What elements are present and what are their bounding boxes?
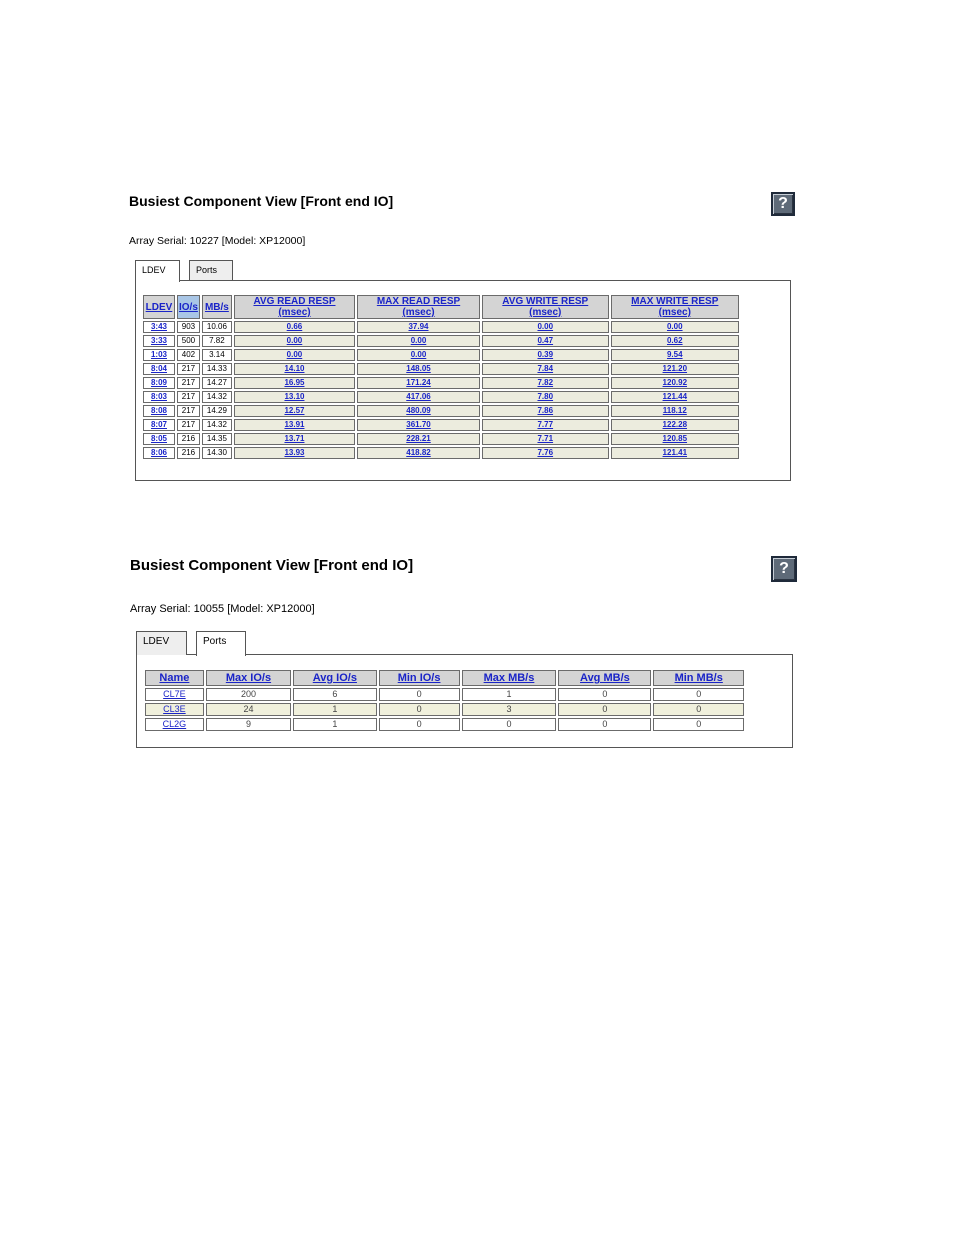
metric-link[interactable]: 120.92 xyxy=(611,377,739,389)
metric-link[interactable]: 0.00 xyxy=(234,335,355,347)
metric-link[interactable]: 7.71 xyxy=(482,433,609,445)
table-cell: 0 xyxy=(379,703,460,716)
table-cell: 402 xyxy=(177,349,200,361)
ldev-link[interactable]: 8:05 xyxy=(143,433,175,445)
column-header-name[interactable]: Name xyxy=(145,670,204,686)
metric-link[interactable]: 0.66 xyxy=(234,321,355,333)
port-name-link[interactable]: CL3E xyxy=(145,703,204,716)
table-row xyxy=(143,433,739,445)
table-cell: 217 xyxy=(177,405,200,417)
column-header-max-write-resp[interactable]: MAX WRITE RESP (msec) xyxy=(611,295,739,319)
table-cell: 217 xyxy=(177,391,200,403)
metric-link[interactable]: 120.85 xyxy=(611,433,739,445)
table-cell: 216 xyxy=(177,447,200,459)
table-cell: 14.33 xyxy=(202,363,232,375)
ldev-link[interactable]: 8:03 xyxy=(143,391,175,403)
table-cell: 216 xyxy=(177,433,200,445)
metric-link[interactable]: 0.00 xyxy=(611,321,739,333)
column-header-ldev[interactable]: LDEV xyxy=(143,295,175,319)
table-cell: 0 xyxy=(558,718,651,731)
ldev-link[interactable]: 1:03 xyxy=(143,349,175,361)
metric-link[interactable]: 9.54 xyxy=(611,349,739,361)
table-cell: 0 xyxy=(653,718,744,731)
metric-link[interactable]: 7.77 xyxy=(482,419,609,431)
metric-link[interactable]: 13.93 xyxy=(234,447,355,459)
metric-link[interactable]: 0.00 xyxy=(482,321,609,333)
table-cell: 14.32 xyxy=(202,419,232,431)
column-header-avg-write-resp[interactable]: AVG WRITE RESP (msec) xyxy=(482,295,609,319)
table-cell: 3 xyxy=(462,703,557,716)
table-header-row xyxy=(145,670,744,686)
table-row xyxy=(143,377,739,389)
metric-link[interactable]: 121.41 xyxy=(611,447,739,459)
table-cell: 6 xyxy=(293,688,377,701)
table-cell: 3.14 xyxy=(202,349,232,361)
table-row xyxy=(143,363,739,375)
array-serial: Array Serial: 10055 [Model: XP12000] xyxy=(130,603,315,615)
ldev-table xyxy=(141,293,741,461)
column-header-avg-mbs[interactable]: Avg MB/s xyxy=(558,670,651,686)
ldev-link[interactable]: 8:08 xyxy=(143,405,175,417)
metric-link[interactable]: 148.05 xyxy=(357,363,480,375)
tab-ports[interactable]: Ports xyxy=(189,260,233,280)
metric-link[interactable]: 0.00 xyxy=(357,349,480,361)
table-cell: 0 xyxy=(653,703,744,716)
ldev-link[interactable]: 8:04 xyxy=(143,363,175,375)
metric-link[interactable]: 37.94 xyxy=(357,321,480,333)
table-cell: 0 xyxy=(558,703,651,716)
ldev-link[interactable]: 8:09 xyxy=(143,377,175,389)
metric-link[interactable]: 12.57 xyxy=(234,405,355,417)
port-name-link[interactable]: CL2G xyxy=(145,718,204,731)
table-row xyxy=(143,321,739,333)
table-cell: 1 xyxy=(462,688,557,701)
tab-ldev[interactable]: LDEV xyxy=(136,631,187,655)
metric-link[interactable]: 121.44 xyxy=(611,391,739,403)
metric-link[interactable]: 0.62 xyxy=(611,335,739,347)
column-header-max-ios[interactable]: Max IO/s xyxy=(206,670,291,686)
port-name-link[interactable]: CL7E xyxy=(145,688,204,701)
table-cell: 217 xyxy=(177,419,200,431)
table-cell: 14.32 xyxy=(202,391,232,403)
metric-link[interactable]: 7.76 xyxy=(482,447,609,459)
metric-link[interactable]: 171.24 xyxy=(357,377,480,389)
metric-link[interactable]: 13.91 xyxy=(234,419,355,431)
metric-link[interactable]: 7.86 xyxy=(482,405,609,417)
metric-link[interactable]: 122.28 xyxy=(611,419,739,431)
table-cell: 200 xyxy=(206,688,291,701)
tab-ldev[interactable]: LDEV xyxy=(135,260,180,282)
table-cell: 500 xyxy=(177,335,200,347)
column-header-ios[interactable]: IO/s xyxy=(177,295,200,319)
table-cell: 9 xyxy=(206,718,291,731)
column-header-avg-ios[interactable]: Avg IO/s xyxy=(293,670,377,686)
table-cell: 0 xyxy=(558,688,651,701)
table-row xyxy=(143,405,739,417)
metric-link[interactable]: 7.82 xyxy=(482,377,609,389)
table-header-row xyxy=(143,295,739,319)
ldev-link[interactable]: 3:43 xyxy=(143,321,175,333)
table-row xyxy=(143,391,739,403)
ldev-link[interactable]: 8:06 xyxy=(143,447,175,459)
table-row xyxy=(145,703,744,716)
table-cell: 0 xyxy=(462,718,557,731)
page-title: Busiest Component View [Front end IO] xyxy=(130,557,414,574)
column-header-min-mbs[interactable]: Min MB/s xyxy=(653,670,744,686)
ldev-link[interactable]: 3:33 xyxy=(143,335,175,347)
table-row xyxy=(145,718,744,731)
column-header-min-ios[interactable]: Min IO/s xyxy=(379,670,460,686)
array-serial: Array Serial: 10227 [Model: XP12000] xyxy=(129,235,306,247)
metric-link[interactable]: 361.70 xyxy=(357,419,480,431)
table-cell: 14.35 xyxy=(202,433,232,445)
column-header-avg-read-resp[interactable]: AVG READ RESP (msec) xyxy=(234,295,355,319)
table-cell: 10.06 xyxy=(202,321,232,333)
table-cell: 14.29 xyxy=(202,405,232,417)
help-icon[interactable]: ? xyxy=(771,556,797,582)
metric-link[interactable]: 0.39 xyxy=(482,349,609,361)
table-cell: 14.27 xyxy=(202,377,232,389)
table-row xyxy=(143,419,739,431)
table-cell: 24 xyxy=(206,703,291,716)
metric-link[interactable]: 0.47 xyxy=(482,335,609,347)
metric-link[interactable]: 7.80 xyxy=(482,391,609,403)
table-cell: 217 xyxy=(177,363,200,375)
metric-link[interactable]: 0.00 xyxy=(234,349,355,361)
metric-link[interactable]: 121.20 xyxy=(611,363,739,375)
metric-link[interactable]: 418.82 xyxy=(357,447,480,459)
table-row xyxy=(143,447,739,459)
metric-link[interactable]: 118.12 xyxy=(611,405,739,417)
table-cell: 217 xyxy=(177,377,200,389)
table-row xyxy=(143,349,739,361)
column-header-max-mbs[interactable]: Max MB/s xyxy=(462,670,557,686)
metric-link[interactable]: 480.09 xyxy=(357,405,480,417)
help-icon[interactable]: ? xyxy=(771,192,795,216)
table-row xyxy=(143,335,739,347)
ports-table xyxy=(143,668,746,733)
table-row xyxy=(145,688,744,701)
table-cell: 7.82 xyxy=(202,335,232,347)
table-cell: 1 xyxy=(293,703,377,716)
column-header-mbs[interactable]: MB/s xyxy=(202,295,232,319)
metric-link[interactable]: 228.21 xyxy=(357,433,480,445)
metric-link[interactable]: 0.00 xyxy=(357,335,480,347)
table-cell: 14.30 xyxy=(202,447,232,459)
metric-link[interactable]: 13.71 xyxy=(234,433,355,445)
table-cell: 0 xyxy=(653,688,744,701)
metric-link[interactable]: 7.84 xyxy=(482,363,609,375)
metric-link[interactable]: 16.95 xyxy=(234,377,355,389)
table-cell: 903 xyxy=(177,321,200,333)
metric-link[interactable]: 14.10 xyxy=(234,363,355,375)
page-title: Busiest Component View [Front end IO] xyxy=(129,193,394,209)
table-cell: 1 xyxy=(293,718,377,731)
column-header-max-read-resp[interactable]: MAX READ RESP (msec) xyxy=(357,295,480,319)
metric-link[interactable]: 13.10 xyxy=(234,391,355,403)
ldev-link[interactable]: 8:07 xyxy=(143,419,175,431)
tab-ports[interactable]: Ports xyxy=(196,631,246,656)
table-cell: 0 xyxy=(379,718,460,731)
table-cell: 0 xyxy=(379,688,460,701)
metric-link[interactable]: 417.06 xyxy=(357,391,480,403)
